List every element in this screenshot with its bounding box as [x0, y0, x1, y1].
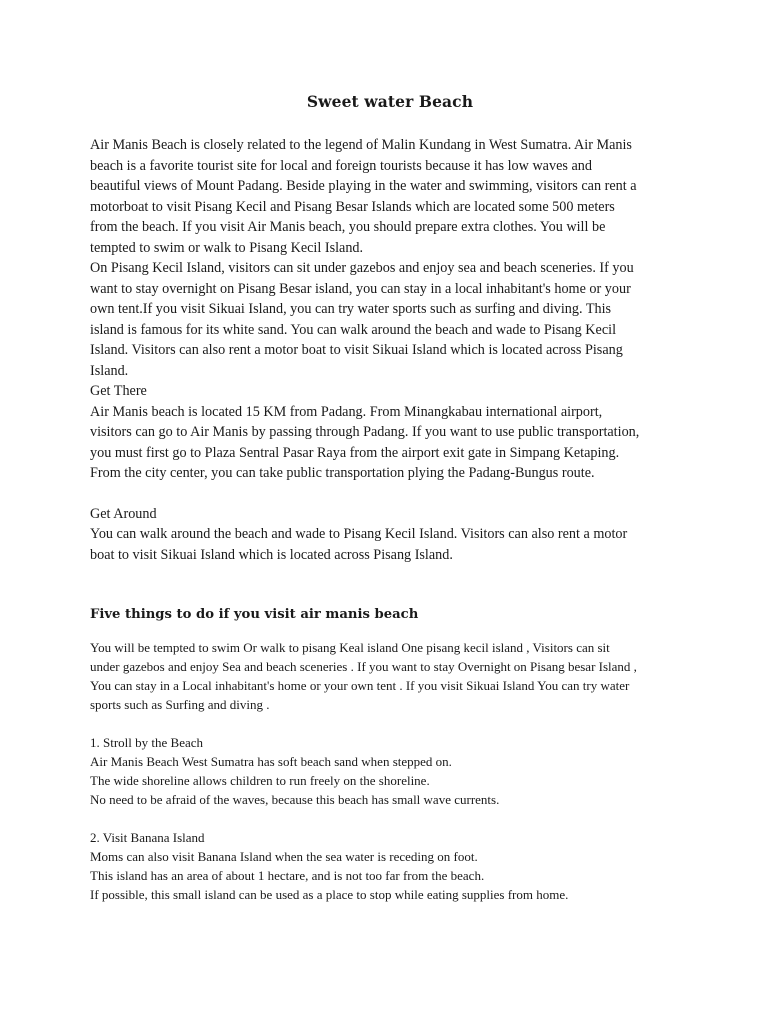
text-line: beautiful views of Mount Padang. Beside playing in the water and swimming, visitors can rent a	[90, 178, 637, 194]
get-around-paragraph	[90, 504, 690, 566]
spacer	[90, 484, 690, 504]
text-line: From the city center, you can take public transportation plying the Padang-Bungus route.	[90, 465, 595, 481]
subheading-get-around: Get Around	[90, 505, 157, 522]
text-line: You can walk around the beach and wade to Pisang Kecil Island. Visitors can also rent a motor	[90, 526, 628, 542]
intro-paragraph	[90, 135, 690, 484]
text-line: The wide shoreline allows children to run freely on the shoreline.	[90, 773, 430, 788]
text-line: sports such as Surfing and diving .	[90, 697, 270, 712]
text-line: Moms can also visit Banana Island when the sea water is receding on foot.	[90, 849, 478, 864]
text-line: Air Manis beach is located 15 KM from Padang. From Minangkabau international airport,	[90, 403, 603, 420]
text-line: boat to visit Sikuai Island which is located across Pisang Island.	[90, 546, 453, 563]
section-intro	[90, 638, 690, 714]
document-title: Sweet water Beach	[306, 92, 474, 111]
subheading-get-there: Get There	[90, 383, 147, 399]
text-line: Air Manis Beach is closely related to the legend of Malin Kundang in West Sumatra. Air Manis	[90, 137, 632, 153]
item-visit-banana-island	[90, 828, 690, 904]
text-line: Island.	[90, 362, 129, 379]
item-heading: 1. Stroll by the Beach	[90, 735, 204, 750]
text-line: motorboat to visit Pisang Kecil and Pisang Besar Islands which are located some 500 meters	[90, 198, 615, 215]
section-heading: Five things to do if you visit air manis beach	[90, 607, 419, 622]
text-line: beach is a favorite tourist site for local and foreign tourists because it has low waves and	[90, 157, 592, 174]
item-stroll-beach	[90, 733, 690, 809]
text-line: want to stay overnight on Pisang Besar island, you can stay in a local inhabitant's home or your	[90, 280, 631, 297]
item-heading: 2. Visit Banana Island	[90, 830, 205, 845]
text-line: This island has an area of about 1 hectare, and is not too far from the beach.	[90, 868, 485, 883]
text-line: island is famous for its white sand. You can walk around the beach and wade to Pisang Kecil	[90, 321, 617, 338]
text-line: On Pisang Kecil Island, visitors can sit under gazebos and enjoy sea and beach sceneries. If you	[90, 260, 634, 276]
text-line: under gazebos and enjoy Sea and beach sceneries . If you want to stay Overnight on Pisang besar Island ,	[90, 659, 637, 674]
text-line: tempted to swim or walk to Pisang Kecil Island.	[90, 239, 364, 256]
text-line: you must first go to Plaza Sentral Pasar Raya from the airport exit gate in Simpang Ketaping.	[90, 444, 620, 461]
spacer	[90, 714, 690, 733]
text-line: You will be tempted to swim Or walk to pisang Keal island One pisang kecil island , Visitors can sit	[90, 640, 610, 655]
text-line: If possible, this small island can be used as a place to stop while eating supplies from home.	[90, 887, 569, 902]
text-line: Air Manis Beach West Sumatra has soft beach sand when stepped on.	[90, 754, 452, 769]
text-line: Island. Visitors can also rent a motor boat to visit Sikuai Island which is located across Pisang	[90, 342, 623, 358]
text-line: own tent.If you visit Sikuai Island, you can try water sports such as surfing and diving. This	[90, 301, 612, 317]
text-line: No need to be afraid of the waves, because this beach has small wave currents.	[90, 792, 500, 807]
document-page	[90, 92, 690, 904]
spacer	[90, 809, 690, 828]
text-line: visitors can go to Air Manis by passing through Padang. If you want to use public transportation,	[90, 424, 640, 440]
text-line: from the beach. If you visit Air Manis beach, you should prepare extra clothes. You will be	[90, 219, 606, 235]
text-line: You can stay in a Local inhabitant's home or your own tent . If you visit Sikuai Island You can try water	[90, 678, 630, 693]
